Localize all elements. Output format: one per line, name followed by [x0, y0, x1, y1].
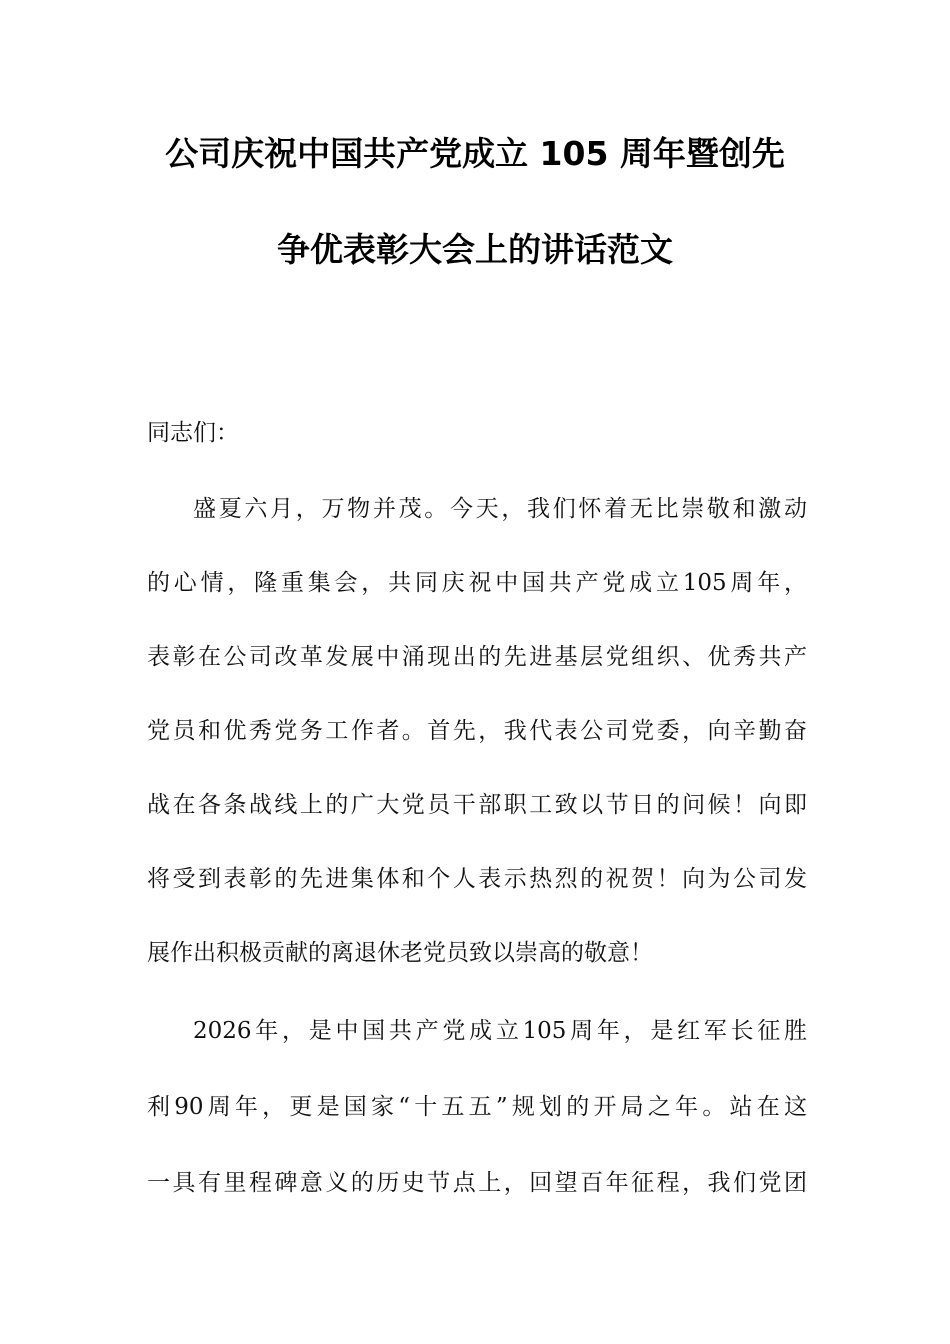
paragraph-line: 将受到表彰的先进集体和个人表示热烈的祝贺！向为公司发	[147, 866, 807, 892]
paragraph-line: 党员和优秀党务工作者。首先，我代表公司党委，向辛勤奋	[147, 718, 807, 744]
paragraph-line: 战在各条战线上的广大党员干部职工致以节日的问候！向即	[147, 792, 807, 818]
paragraph-line: 一具有里程碑意义的历史节点上，回望百年征程，我们党团	[147, 1170, 807, 1196]
paragraph-line: 盛夏六月，万物并茂。今天，我们怀着无比崇敬和激动	[193, 496, 807, 522]
document-title-line-2: 争优表彰大会上的讲话范文	[277, 230, 673, 269]
salutation: 同志们：	[147, 420, 239, 446]
paragraph-line: 的心情，隆重集会，共同庆祝中国共产党成立105周年，	[147, 570, 807, 596]
paragraph-line: 2026年，是中国共产党成立105周年，是红军长征胜	[193, 1018, 807, 1044]
paragraph-line: 利90周年，更是国家“十五五”规划的开局之年。站在这	[147, 1094, 807, 1120]
paragraph-line: 表彰在公司改革发展中涌现出的先进基层党组织、优秀共产	[147, 644, 807, 670]
paragraph-line: 展作出积极贡献的离退休老党员致以崇高的敬意！	[147, 940, 653, 966]
document-title-line-1: 公司庆祝中国共产党成立 105 周年暨创先	[165, 134, 785, 173]
